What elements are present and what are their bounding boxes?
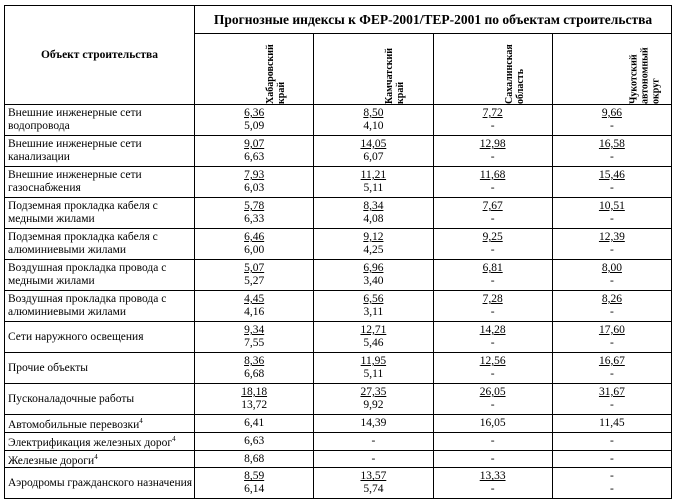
index-cell [552, 291, 671, 322]
index-cell [552, 322, 671, 353]
index-value-top: 9,66 [601, 107, 622, 119]
region-header [314, 34, 433, 105]
index-value-bottom: 7,55 [244, 337, 265, 349]
table-row [5, 322, 672, 353]
index-value-bottom: 6,63 [244, 151, 265, 163]
region-header [552, 34, 671, 105]
footnote-mark: 4 [139, 417, 143, 425]
index-value-bottom: 6,14 [244, 483, 265, 496]
index-cell [433, 468, 552, 499]
object-name: Пусконаладочные работы [5, 384, 195, 415]
index-value-top: 8,00 [601, 262, 622, 274]
index-cell [195, 167, 314, 198]
index-value-bottom: 4,16 [244, 306, 265, 318]
index-value-top: 26,05 [479, 386, 506, 398]
index-value-top: 12,71 [360, 324, 387, 336]
object-name: Прочие объекты [5, 353, 195, 384]
index-cell: - [314, 432, 433, 450]
index-value-bottom: - [609, 306, 614, 318]
index-value-top: 9,12 [363, 231, 384, 243]
index-cell: 16,05 [433, 415, 552, 433]
index-cell [195, 229, 314, 260]
index-value-top: 15,46 [598, 169, 625, 181]
index-value-bottom: - [490, 337, 495, 349]
index-cell [433, 260, 552, 291]
index-cell [433, 198, 552, 229]
index-value-top: 6,36 [244, 107, 265, 119]
object-name: Воздушная прокладка провода с медными жилами [5, 260, 195, 291]
index-value-top: 6,56 [363, 293, 384, 305]
index-value-top: 9,07 [244, 138, 265, 150]
region-label: Хабаровский край [265, 44, 288, 104]
index-cell: - [552, 432, 671, 450]
index-cell: - [552, 450, 671, 468]
index-cell: 8,68 [195, 450, 314, 468]
object-name: Воздушная прокладка провода с алюминиевыми жилами [5, 291, 195, 322]
table-row [5, 353, 672, 384]
index-value-bottom: 6,00 [244, 244, 265, 256]
index-value-bottom: - [490, 368, 495, 380]
object-name: Внешние инженерные сети газоснабжения [5, 167, 195, 198]
index-value-top: 18,18 [241, 386, 268, 398]
table-row [5, 167, 672, 198]
index-value-bottom: 5,74 [363, 483, 384, 496]
index-value-bottom: 6,07 [363, 151, 384, 163]
index-value-top: 16,58 [598, 138, 625, 150]
index-value-bottom: 9,92 [363, 399, 384, 411]
object-name-text: Электрификация железных дорог [8, 436, 173, 449]
footnote-mark: 4 [94, 452, 98, 461]
index-value-top: 5,07 [244, 262, 265, 274]
index-value-top: 4,45 [244, 293, 265, 305]
index-value-bottom: - [490, 483, 495, 496]
index-value-top: 11,21 [360, 169, 387, 181]
table-row [5, 415, 672, 433]
index-value-top: - [609, 470, 614, 483]
index-value-bottom: 5,11 [363, 368, 384, 380]
region-label: Сахалинская область [503, 44, 526, 104]
region-label: Камчатский край [384, 47, 407, 104]
index-value-bottom: - [490, 275, 495, 287]
index-value-top: 7,72 [482, 107, 503, 119]
object-name: Аэродромы гражданского назначения [5, 468, 195, 499]
index-cell: 14,39 [314, 415, 433, 433]
index-value-top: 12,39 [598, 231, 625, 243]
table-row [5, 291, 672, 322]
index-value-top: 10,51 [598, 200, 625, 212]
footnote-mark: 4 [172, 434, 176, 443]
index-cell: - [314, 450, 433, 468]
index-table [4, 5, 672, 499]
index-value-bottom: - [609, 337, 614, 349]
index-value-top: 11,95 [360, 355, 387, 367]
index-cell: 11,45 [552, 415, 671, 433]
table-body [5, 105, 672, 499]
index-value-bottom: - [490, 244, 495, 256]
object-name-text: Автомобильные перевозки [8, 418, 140, 431]
object-name [5, 415, 195, 433]
index-value-bottom: 5,27 [244, 275, 265, 287]
index-value-top: 7,28 [482, 293, 503, 305]
table-row [5, 260, 672, 291]
index-value-bottom: - [609, 399, 614, 411]
index-value-bottom: 3,40 [363, 275, 384, 287]
object-name: Внешние инженерные сети канализации [5, 136, 195, 167]
region-header [195, 34, 314, 105]
region-header [433, 34, 552, 105]
index-value-top: 13,57 [360, 470, 387, 483]
table-row [5, 198, 672, 229]
index-cell [552, 260, 671, 291]
table-row [5, 432, 672, 450]
index-value-top: 8,36 [244, 355, 265, 367]
index-value-bottom: - [490, 399, 495, 411]
index-cell [195, 198, 314, 229]
index-cell [195, 260, 314, 291]
index-cell [195, 384, 314, 415]
object-name: Подземная прокладка кабеля с алюминиевыми жилами [5, 229, 195, 260]
index-value-top: 9,25 [482, 231, 503, 243]
index-cell [433, 353, 552, 384]
index-cell [314, 468, 433, 499]
object-name-text: Железные дороги [8, 454, 95, 467]
table-row [5, 450, 672, 468]
index-value-bottom: 5,46 [363, 337, 384, 349]
index-value-top: 8,26 [601, 293, 622, 305]
index-value-bottom: - [609, 275, 614, 287]
table-row [5, 105, 672, 136]
index-cell [433, 229, 552, 260]
index-value-top: 8,50 [363, 107, 384, 119]
index-cell [552, 105, 671, 136]
index-value-bottom: - [490, 120, 495, 132]
index-value-bottom: - [490, 151, 495, 163]
index-cell [314, 322, 433, 353]
index-cell [195, 291, 314, 322]
index-value-bottom: 5,11 [363, 182, 384, 194]
index-value-bottom: - [490, 306, 495, 318]
index-cell [552, 136, 671, 167]
index-cell [314, 167, 433, 198]
index-value-bottom: - [609, 244, 614, 256]
index-cell [433, 322, 552, 353]
index-value-top: 27,35 [360, 386, 387, 398]
index-value-bottom: - [609, 213, 614, 225]
index-value-bottom: - [490, 182, 495, 194]
index-cell [433, 105, 552, 136]
index-value-bottom: 13,72 [241, 399, 268, 411]
index-value-bottom: 6,33 [244, 213, 265, 225]
index-cell [195, 468, 314, 499]
table-row [5, 468, 672, 499]
object-name [5, 432, 195, 450]
index-cell [195, 322, 314, 353]
index-value-bottom: - [609, 483, 614, 496]
index-value-bottom: - [609, 368, 614, 380]
index-value-top: 16,67 [598, 355, 625, 367]
index-value-top: 12,56 [479, 355, 506, 367]
index-value-top: 6,46 [244, 231, 265, 243]
index-value-bottom: 4,25 [363, 244, 384, 256]
index-value-top: 13,33 [479, 470, 506, 483]
index-value-top: 8,59 [244, 470, 265, 483]
index-value-top: 5,78 [244, 200, 265, 212]
index-cell: - [433, 450, 552, 468]
index-cell [314, 291, 433, 322]
index-cell [552, 167, 671, 198]
index-value-bottom: - [609, 182, 614, 194]
object-name [5, 450, 195, 468]
index-value-top: 17,60 [598, 324, 625, 336]
table-row [5, 384, 672, 415]
index-value-top: 11,68 [479, 169, 506, 181]
index-value-top: 31,67 [598, 386, 625, 398]
index-value-top: 14,28 [479, 324, 506, 336]
index-cell [433, 136, 552, 167]
index-cell [552, 384, 671, 415]
index-cell [314, 136, 433, 167]
index-value-top: 6,81 [482, 262, 503, 274]
table-title: Прогнозные индексы к ФЕР-2001/ТЕР-2001 по объектам строительства [195, 6, 672, 34]
index-value-top: 12,98 [479, 138, 506, 150]
index-value-bottom: 6,68 [244, 368, 265, 380]
index-cell [195, 105, 314, 136]
index-cell [195, 353, 314, 384]
index-cell [552, 198, 671, 229]
object-name: Сети наружного освещения [5, 322, 195, 353]
index-cell: 6,41 [195, 415, 314, 433]
index-cell [314, 353, 433, 384]
table-row [5, 229, 672, 260]
index-cell: 6,63 [195, 432, 314, 450]
index-value-top: 7,93 [244, 169, 265, 181]
region-label: Чукотский автономный округ [628, 47, 662, 104]
index-cell [552, 229, 671, 260]
index-cell [195, 136, 314, 167]
index-value-top: 7,67 [482, 200, 503, 212]
index-value-top: 9,34 [244, 324, 265, 336]
index-value-bottom: - [609, 151, 614, 163]
index-cell [552, 468, 671, 499]
index-cell [433, 167, 552, 198]
index-cell: - [433, 432, 552, 450]
index-value-bottom: - [490, 213, 495, 225]
index-value-top: 6,96 [363, 262, 384, 274]
object-name: Внешние инженерные сети водопровода [5, 105, 195, 136]
index-value-bottom: 4,10 [363, 120, 384, 132]
object-column-header: Объект строительства [5, 6, 195, 105]
index-value-top: 8,34 [363, 200, 384, 212]
index-value-bottom: 3,11 [363, 306, 384, 318]
index-cell [314, 105, 433, 136]
index-cell [433, 384, 552, 415]
index-value-bottom: - [609, 120, 614, 132]
object-name: Подземная прокладка кабеля с медными жилами [5, 198, 195, 229]
index-value-bottom: 4,08 [363, 213, 384, 225]
index-cell [314, 198, 433, 229]
index-value-bottom: 6,03 [244, 182, 265, 194]
index-cell [314, 229, 433, 260]
table-row [5, 136, 672, 167]
index-cell [314, 260, 433, 291]
index-cell [314, 384, 433, 415]
index-cell [433, 291, 552, 322]
index-cell [552, 353, 671, 384]
index-value-bottom: 5,09 [244, 120, 265, 132]
index-value-top: 14,05 [360, 138, 387, 150]
